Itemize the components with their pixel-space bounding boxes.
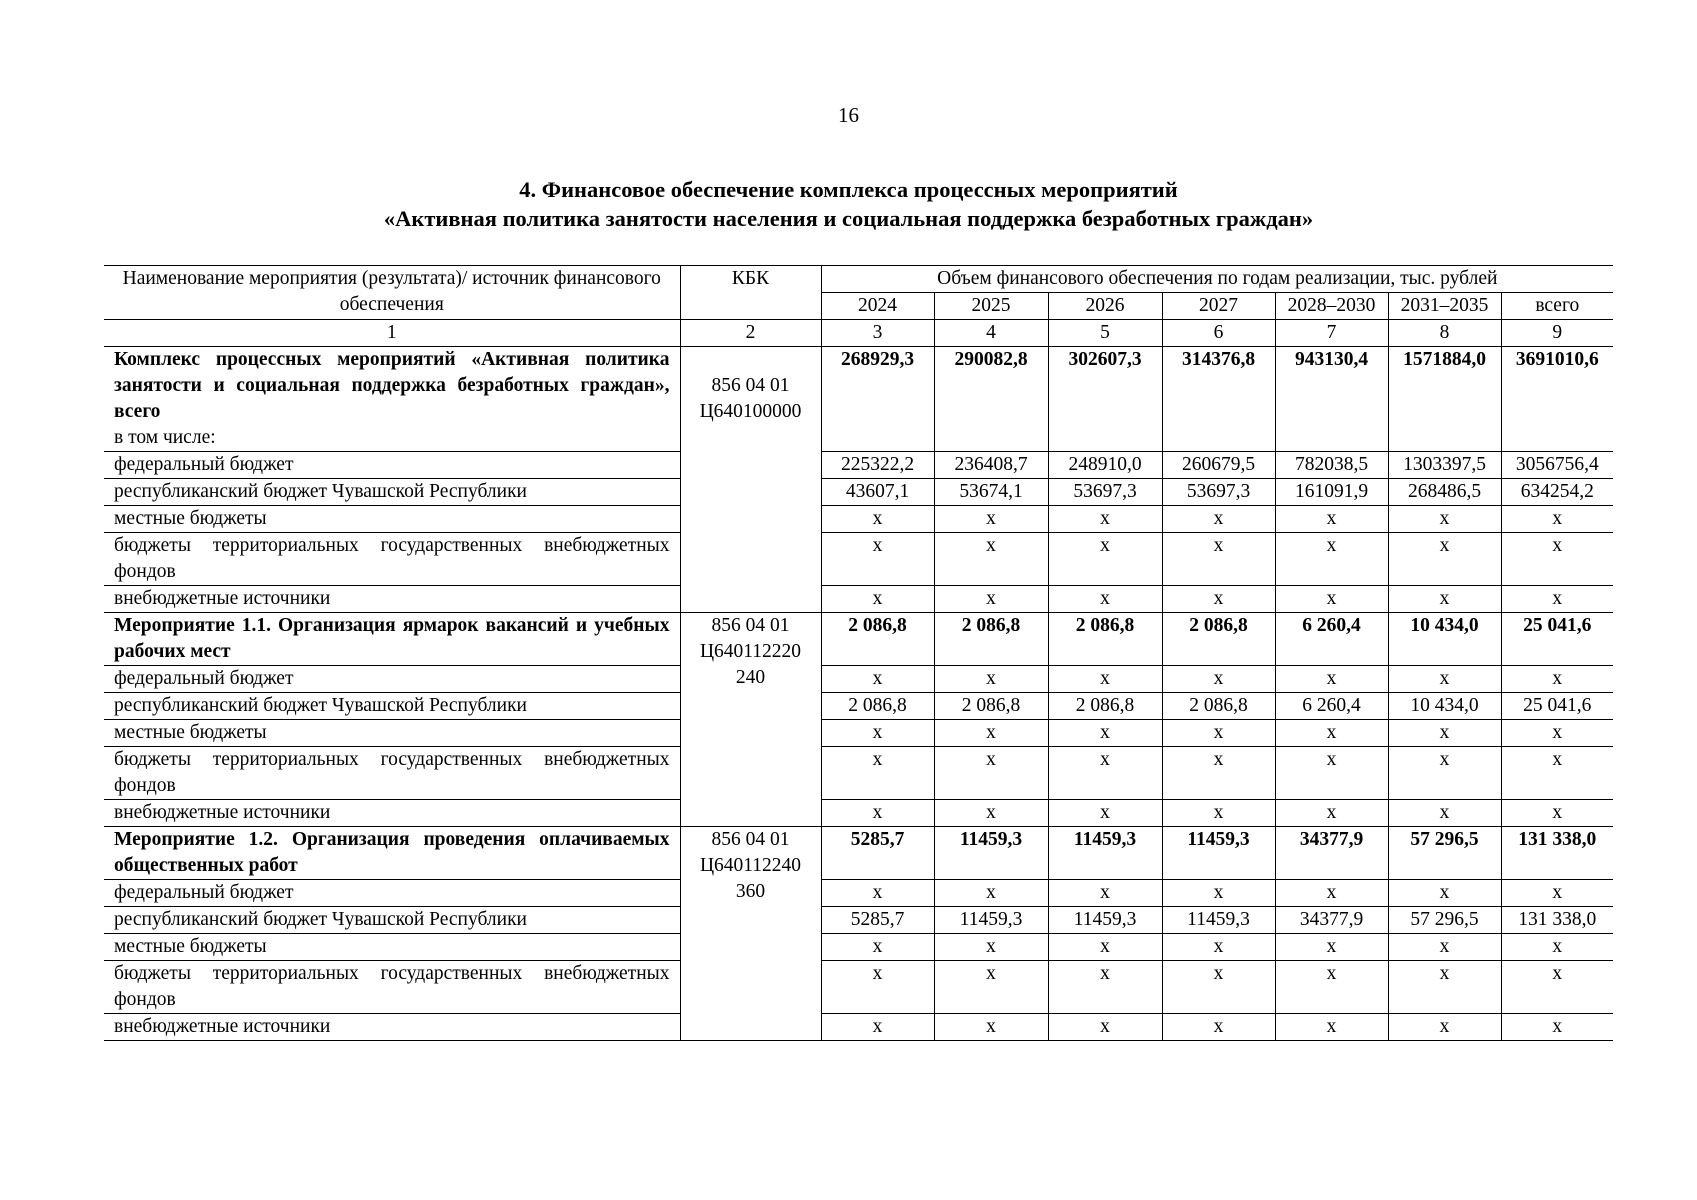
header-number: 1 (104, 320, 680, 347)
source-row (104, 666, 1613, 693)
source-value-cell: х (821, 720, 934, 747)
total-value-cell: 302607,3 (1048, 347, 1162, 452)
source-value-cell: х (1388, 934, 1501, 961)
source-value-cell: х (1388, 586, 1501, 613)
source-value-cell: х (1501, 880, 1613, 907)
source-value-cell: 57 296,5 (1388, 907, 1501, 934)
source-value-cell: х (1162, 720, 1275, 747)
source-value-cell: х (1048, 800, 1162, 827)
total-value-cell: 57 296,5 (1388, 827, 1501, 880)
source-value-cell: х (821, 961, 934, 1014)
header-funding-group: Объем финансового обеспечения по годам реализации, тыс. рублей (821, 266, 1613, 293)
source-value-cell: 43607,1 (821, 479, 934, 506)
source-value-cell: х (1388, 961, 1501, 1014)
source-value-cell: х (1048, 880, 1162, 907)
source-value-cell: х (1275, 666, 1388, 693)
source-value-cell: 2 086,8 (821, 693, 934, 720)
source-value-cell: х (934, 880, 1048, 907)
activity-title-cell (104, 827, 680, 880)
source-value-cell: х (1501, 747, 1613, 800)
source-row (104, 747, 1613, 800)
activity-total-row (104, 827, 1613, 880)
total-value-cell: 25 041,6 (1501, 613, 1613, 666)
total-value-cell: 314376,8 (1162, 347, 1275, 452)
source-value-cell: 131 338,0 (1501, 907, 1613, 934)
source-value-cell: х (821, 800, 934, 827)
source-value-cell: 225322,2 (821, 452, 934, 479)
title-line-2: «Активная политика занятости населения и социальная поддержка безработных граждан» (383, 206, 1314, 231)
source-row (104, 880, 1613, 907)
total-value-cell: 11459,3 (934, 827, 1048, 880)
source-value-cell: х (821, 934, 934, 961)
source-value-cell: 11459,3 (1162, 907, 1275, 934)
source-value-cell: 53697,3 (1162, 479, 1275, 506)
activity-title-cell (104, 613, 680, 666)
total-value-cell: 290082,8 (934, 347, 1048, 452)
source-value-cell: х (1162, 533, 1275, 586)
kbk-line: 856 04 01 (711, 615, 790, 636)
source-value-cell: 34377,9 (1275, 907, 1388, 934)
source-label-cell: внебюджетные источники (104, 586, 680, 613)
header-number: 2 (680, 320, 821, 347)
source-value-cell: х (1501, 533, 1613, 586)
source-label-cell: внебюджетные источники (104, 1014, 680, 1041)
source-label-cell: федеральный бюджет (104, 666, 680, 693)
kbk-line: 856 04 01 (711, 829, 790, 850)
header-number: 8 (1388, 320, 1501, 347)
header-number: 4 (934, 320, 1048, 347)
source-label-cell: местные бюджеты (104, 934, 680, 961)
kbk-line: 240 (735, 667, 766, 688)
source-value-cell: 161091,9 (1275, 479, 1388, 506)
source-value-cell: х (1162, 586, 1275, 613)
header-year: 2031–2035 (1388, 293, 1501, 320)
source-row (104, 961, 1613, 1014)
source-label-cell: республиканский бюджет Чувашской Республики (104, 907, 680, 934)
total-value-cell: 1571884,0 (1388, 347, 1501, 452)
source-value-cell: х (1162, 934, 1275, 961)
header-name-column: Наименование мероприятия (результата)/ источник финансового обеспечения (104, 266, 680, 320)
source-value-cell: х (1048, 1014, 1162, 1041)
source-value-cell: х (821, 586, 934, 613)
source-value-cell: х (1162, 800, 1275, 827)
header-number: 3 (821, 320, 934, 347)
source-value-cell: х (934, 934, 1048, 961)
source-value-cell: 6 260,4 (1275, 693, 1388, 720)
source-value-cell: х (1275, 961, 1388, 1014)
source-value-cell: х (821, 666, 934, 693)
activity-total-row (104, 347, 1613, 452)
kbk-line: 360 (735, 881, 766, 902)
source-value-cell: х (1275, 720, 1388, 747)
total-value-cell: 2 086,8 (934, 613, 1048, 666)
header-year: 2024 (821, 293, 934, 320)
source-value-cell: х (1275, 800, 1388, 827)
source-value-cell: х (934, 1014, 1048, 1041)
source-value-cell: 782038,5 (1275, 452, 1388, 479)
source-value-cell: 2 086,8 (1162, 693, 1275, 720)
source-row (104, 479, 1613, 506)
source-value-cell: х (821, 1014, 934, 1041)
table-body (104, 347, 1613, 1041)
source-value-cell: х (1275, 880, 1388, 907)
source-value-cell: х (821, 880, 934, 907)
source-value-cell: х (1048, 747, 1162, 800)
source-row (104, 800, 1613, 827)
source-value-cell: х (1162, 747, 1275, 800)
source-value-cell: х (821, 506, 934, 533)
activity-title: Мероприятие 1.1. Организация ярмарок вакансий и учебных рабочих мест (114, 615, 670, 662)
source-label-cell: внебюджетные источники (104, 800, 680, 827)
source-value-cell: х (1388, 747, 1501, 800)
source-value-cell: х (1162, 1014, 1275, 1041)
header-year: 2026 (1048, 293, 1162, 320)
header-year: 2025 (934, 293, 1048, 320)
source-value-cell: х (1162, 506, 1275, 533)
total-value-cell: 6 260,4 (1275, 613, 1388, 666)
source-value-cell: х (1501, 586, 1613, 613)
source-label-cell: федеральный бюджет (104, 880, 680, 907)
source-value-cell: х (934, 586, 1048, 613)
total-value-cell: 2 086,8 (821, 613, 934, 666)
activity-title: Комплекс процессных мероприятий «Активная политика занятости и социальная поддержка безработных граждан», всего (114, 349, 670, 422)
source-value-cell: х (1501, 961, 1613, 1014)
activity-total-row (104, 613, 1613, 666)
financing-table (104, 265, 1613, 1041)
total-value-cell: 3691010,6 (1501, 347, 1613, 452)
source-value-cell: х (1048, 666, 1162, 693)
total-value-cell: 2 086,8 (1048, 613, 1162, 666)
source-value-cell: х (1048, 533, 1162, 586)
source-label-cell: местные бюджеты (104, 506, 680, 533)
source-row (104, 452, 1613, 479)
activity-title-cell (104, 347, 680, 452)
header-number: 7 (1275, 320, 1388, 347)
title-line-1: 4. Финансовое обеспечение комплекса процессных мероприятий (519, 177, 1178, 202)
source-value-cell: 10 434,0 (1388, 693, 1501, 720)
source-row (104, 934, 1613, 961)
kbk-cell (680, 347, 821, 613)
source-value-cell: х (821, 533, 934, 586)
source-value-cell: х (934, 961, 1048, 1014)
source-value-cell: х (1048, 586, 1162, 613)
source-value-cell: х (1388, 880, 1501, 907)
source-value-cell: х (1501, 800, 1613, 827)
source-label-cell: федеральный бюджет (104, 452, 680, 479)
total-value-cell: 11459,3 (1048, 827, 1162, 880)
total-value-cell: 2 086,8 (1162, 613, 1275, 666)
source-value-cell: 248910,0 (1048, 452, 1162, 479)
source-value-cell: 11459,3 (934, 907, 1048, 934)
source-value-cell: 3056756,4 (1501, 452, 1613, 479)
source-value-cell: х (1501, 506, 1613, 533)
source-value-cell: х (1388, 720, 1501, 747)
activity-title: Мероприятие 1.2. Организация проведения оплачиваемых общественных работ (114, 829, 670, 876)
source-value-cell: х (934, 747, 1048, 800)
source-value-cell: 2 086,8 (1048, 693, 1162, 720)
total-value-cell: 11459,3 (1162, 827, 1275, 880)
total-value-cell: 5285,7 (821, 827, 934, 880)
source-row (104, 586, 1613, 613)
source-value-cell: х (934, 506, 1048, 533)
header-year: 2028–2030 (1275, 293, 1388, 320)
source-value-cell: х (1162, 961, 1275, 1014)
source-label-cell: республиканский бюджет Чувашской Республики (104, 479, 680, 506)
source-value-cell: х (1162, 880, 1275, 907)
header-number: 6 (1162, 320, 1275, 347)
page-number: 16 (838, 103, 859, 127)
source-value-cell: х (1388, 1014, 1501, 1041)
source-value-cell: х (1388, 800, 1501, 827)
source-row (104, 720, 1613, 747)
source-value-cell: 1303397,5 (1388, 452, 1501, 479)
source-value-cell: 5285,7 (821, 907, 934, 934)
header-year: 2027 (1162, 293, 1275, 320)
source-value-cell: 634254,2 (1501, 479, 1613, 506)
source-label-cell: местные бюджеты (104, 720, 680, 747)
source-label-cell: республиканский бюджет Чувашской Республики (104, 693, 680, 720)
source-value-cell: х (1388, 533, 1501, 586)
source-value-cell: х (1048, 720, 1162, 747)
source-label-cell: бюджеты территориальных государственных внебюджетных фондов (104, 747, 680, 800)
table-header (104, 266, 1613, 347)
source-value-cell: х (1048, 961, 1162, 1014)
source-value-cell: 260679,5 (1162, 452, 1275, 479)
source-value-cell: х (1275, 533, 1388, 586)
total-value-cell: 943130,4 (1275, 347, 1388, 452)
source-value-cell: х (1275, 747, 1388, 800)
total-value-cell: 268929,3 (821, 347, 934, 452)
source-row (104, 533, 1613, 586)
header-number: 5 (1048, 320, 1162, 347)
kbk-cell (680, 827, 821, 1041)
kbk-line: Ц640112220 (699, 641, 802, 662)
source-value-cell: х (934, 800, 1048, 827)
source-value-cell: 268486,5 (1388, 479, 1501, 506)
kbk-cell (680, 613, 821, 827)
source-value-cell: х (1048, 934, 1162, 961)
total-value-cell: 34377,9 (1275, 827, 1388, 880)
source-value-cell: х (1275, 934, 1388, 961)
source-value-cell: х (934, 720, 1048, 747)
document-title (0, 175, 1697, 233)
source-value-cell: х (934, 666, 1048, 693)
activity-subtitle: в том числе: (114, 427, 216, 448)
source-row (104, 506, 1613, 533)
source-value-cell: х (1388, 506, 1501, 533)
header-kbk-column: КБК (680, 266, 821, 320)
source-value-cell: х (1388, 666, 1501, 693)
source-value-cell: 53674,1 (934, 479, 1048, 506)
kbk-line: Ц640100000 (699, 401, 802, 422)
source-value-cell: х (821, 747, 934, 800)
source-value-cell: 2 086,8 (934, 693, 1048, 720)
source-value-cell: х (1275, 506, 1388, 533)
source-value-cell: х (934, 533, 1048, 586)
source-value-cell: 11459,3 (1048, 907, 1162, 934)
source-value-cell: 53697,3 (1048, 479, 1162, 506)
source-value-cell: 25 041,6 (1501, 693, 1613, 720)
total-value-cell: 10 434,0 (1388, 613, 1501, 666)
source-value-cell: х (1501, 666, 1613, 693)
source-row (104, 693, 1613, 720)
kbk-line: Ц640112240 (699, 855, 802, 876)
source-value-cell: х (1162, 666, 1275, 693)
source-value-cell: х (1275, 586, 1388, 613)
source-row (104, 907, 1613, 934)
source-value-cell: х (1501, 934, 1613, 961)
source-value-cell: х (1275, 1014, 1388, 1041)
source-label-cell: бюджеты территориальных государственных внебюджетных фондов (104, 961, 680, 1014)
header-number: 9 (1501, 320, 1613, 347)
source-value-cell: х (1501, 720, 1613, 747)
header-year: всего (1535, 295, 1580, 316)
source-value-cell: х (1048, 506, 1162, 533)
source-row (104, 1014, 1613, 1041)
source-value-cell: 236408,7 (934, 452, 1048, 479)
total-value-cell: 131 338,0 (1501, 827, 1613, 880)
source-label-cell: бюджеты территориальных государственных внебюджетных фондов (104, 533, 680, 586)
source-value-cell: х (1501, 1014, 1613, 1041)
kbk-line: 856 04 01 (711, 375, 790, 396)
